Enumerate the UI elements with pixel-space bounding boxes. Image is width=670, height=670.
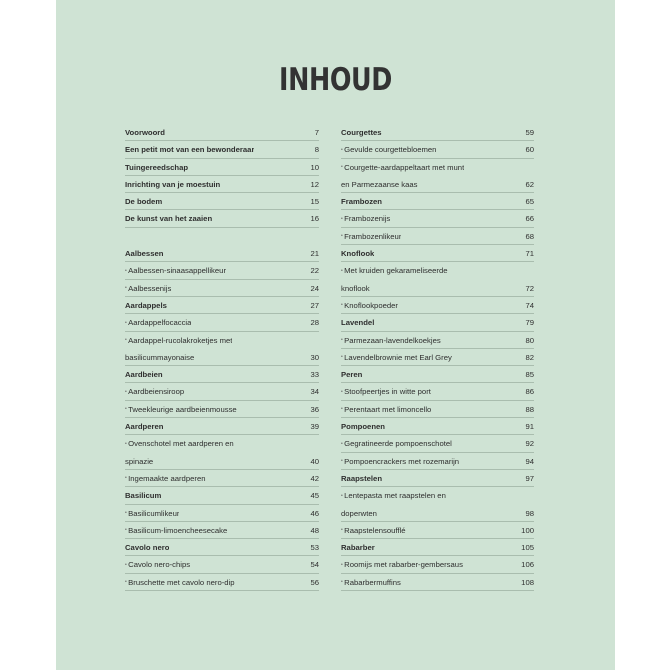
entry-title: • Gevulde courgettebloemen <box>341 141 436 159</box>
entry-title: • Roomijs met rabarber-gembersaus <box>341 556 463 574</box>
toc-chapter-row <box>125 176 319 193</box>
toc-chapter-row <box>125 159 319 176</box>
toc-entry-row <box>125 522 319 539</box>
toc-chapter-row <box>125 297 319 314</box>
toc-entry-row <box>341 176 534 193</box>
entry-title: • Raapstelensoufflé <box>341 522 406 540</box>
toc-entry-row <box>341 297 534 314</box>
page-number: 98 <box>525 508 534 518</box>
toc-entry-row <box>125 556 319 573</box>
chapter-title: Raapstelen <box>341 473 383 483</box>
page-number: 8 <box>314 145 319 155</box>
toc-entry-row <box>341 349 534 366</box>
page-number: 28 <box>310 318 319 328</box>
toc-entry-row <box>125 332 319 349</box>
page-number: 66 <box>525 214 534 224</box>
page-number: 80 <box>525 335 534 345</box>
chapter-title: De bodem <box>125 197 163 207</box>
chapter-title: Aardappels <box>125 300 167 310</box>
chapter-title: Cavolo nero <box>125 543 170 553</box>
toc-entry-row <box>341 401 534 418</box>
toc-entry-row <box>125 453 319 470</box>
toc-entry-row <box>341 453 534 470</box>
page-number: 54 <box>310 560 319 570</box>
toc-entry-row <box>125 262 319 279</box>
toc-entry-row <box>341 487 534 504</box>
toc-chapter-row <box>341 124 534 141</box>
entry-title: • Met kruiden gekarameliseerde <box>341 262 448 280</box>
toc-chapter-row <box>341 470 534 487</box>
page-number: 97 <box>525 473 534 483</box>
toc-entry-row <box>341 556 534 573</box>
chapter-title: Aardbeien <box>125 370 163 380</box>
page-number: 94 <box>525 456 534 466</box>
toc-entry-row <box>341 141 534 158</box>
entry-title: knoflook <box>341 283 370 293</box>
page-number: 105 <box>521 543 534 553</box>
entry-title: • Frambozenijs <box>341 210 390 228</box>
page-number: 34 <box>310 387 319 397</box>
toc-chapter-row <box>125 124 319 141</box>
chapter-title: De kunst van het zaaien <box>125 214 213 224</box>
page-number: 10 <box>310 162 319 172</box>
page-number: 88 <box>525 404 534 414</box>
toc-entry-row <box>125 401 319 418</box>
toc-entry-row <box>125 574 319 591</box>
page-number: 92 <box>525 439 534 449</box>
toc-chapter-row <box>125 366 319 383</box>
entry-title: • Parmezaan-lavendelkoekjes <box>341 332 441 350</box>
page-title: INHOUD <box>279 62 392 98</box>
entry-title: • Aalbessen-sinaasappellikeur <box>125 262 226 280</box>
toc-entry-row <box>341 228 534 245</box>
entry-title: • Perentaart met limoncello <box>341 401 431 419</box>
chapter-title: Knoflook <box>341 249 375 259</box>
chapter-title: Aardperen <box>125 422 164 432</box>
entry-title: • Aardappelfocaccia <box>125 314 191 332</box>
page-number: 30 <box>310 352 319 362</box>
entry-title: • Pompoencrackers met rozemarijn <box>341 453 459 471</box>
toc-chapter-row <box>125 539 319 556</box>
entry-title: • Knoflookpoeder <box>341 297 398 315</box>
toc-chapter-row <box>125 245 319 262</box>
toc-entry-row <box>341 262 534 279</box>
page-number: 42 <box>310 473 319 483</box>
page-number: 36 <box>310 404 319 414</box>
page-number: 40 <box>310 456 319 466</box>
toc-entry-row <box>125 280 319 297</box>
chapter-title: Peren <box>341 370 363 380</box>
toc-left-column <box>125 124 319 591</box>
page-number: 68 <box>525 231 534 241</box>
chapter-title: Rabarber <box>341 543 375 553</box>
entry-title: basilicummayonaise <box>125 352 195 362</box>
page-number: 100 <box>521 525 534 535</box>
page-number: 22 <box>310 266 319 276</box>
entry-title: • Aalbessenijs <box>125 280 171 298</box>
toc-right-column <box>341 124 534 591</box>
page-number: 12 <box>310 179 319 189</box>
page-number: 53 <box>310 543 319 553</box>
page-number: 59 <box>525 128 534 137</box>
entry-title: • Ovenschotel met aardperen en <box>125 435 234 453</box>
toc-chapter-row <box>125 141 319 158</box>
page-number: 106 <box>521 560 534 570</box>
entry-title: • Aardappel-rucolakroketjes met <box>125 332 232 350</box>
page-number: 16 <box>310 214 319 224</box>
entry-title: • Lavendelbrownie met Earl Grey <box>341 349 452 367</box>
page-number: 71 <box>525 249 534 259</box>
chapter-title: Lavendel <box>341 318 375 328</box>
chapter-title: Tuingereedschap <box>125 162 189 172</box>
toc-entry-row <box>341 435 534 452</box>
page-number: 48 <box>310 525 319 535</box>
entry-title: • Bruschette met cavolo nero-dip <box>125 574 235 592</box>
entry-title: • Lentepasta met raapstelen en <box>341 487 446 505</box>
page-number: 27 <box>310 300 319 310</box>
page-number: 74 <box>525 300 534 310</box>
entry-title: • Rabarbermuffins <box>341 574 401 592</box>
page-number: 86 <box>525 387 534 397</box>
toc-entry-row <box>341 159 534 176</box>
page-number: 24 <box>310 283 319 293</box>
toc-chapter-row <box>341 539 534 556</box>
toc-chapter-row <box>341 245 534 262</box>
page-number: 82 <box>525 352 534 362</box>
entry-title: • Aardbeiensiroop <box>125 383 184 401</box>
toc-entry-row <box>341 383 534 400</box>
entry-title: spinazie <box>125 456 154 466</box>
chapter-title: Aalbessen <box>125 249 164 259</box>
page-number: 108 <box>521 577 534 587</box>
toc-chapter-row <box>341 418 534 435</box>
toc-entry-row <box>125 470 319 487</box>
page-number: 91 <box>525 422 534 432</box>
toc-entry-row <box>341 210 534 227</box>
toc-chapter-row <box>125 487 319 504</box>
page-number: 60 <box>525 145 534 155</box>
chapter-title: Frambozen <box>341 197 383 207</box>
page-number: 85 <box>525 370 534 380</box>
page-number: 72 <box>525 283 534 293</box>
toc-entry-row <box>125 383 319 400</box>
toc-entry-row <box>125 505 319 522</box>
entry-title: • Tweekleurige aardbeienmousse <box>125 401 237 419</box>
toc-chapter-row <box>125 210 319 227</box>
toc-page <box>56 0 615 670</box>
chapter-title: Voorwoord <box>125 128 165 137</box>
toc-chapter-row <box>341 314 534 331</box>
page-number: 56 <box>310 577 319 587</box>
toc-chapter-row <box>341 193 534 210</box>
page-number: 65 <box>525 197 534 207</box>
toc-chapter-row <box>125 418 319 435</box>
toc-spacer <box>125 228 319 245</box>
toc-entry-row <box>341 332 534 349</box>
entry-title: • Basilicumlikeur <box>125 505 179 523</box>
page-number: 45 <box>310 491 319 501</box>
page-number: 46 <box>310 508 319 518</box>
entry-title: • Ingemaakte aardperen <box>125 470 206 488</box>
chapter-title: Een petit mot van een bewonderaar <box>125 145 255 155</box>
entry-title: • Stoofpeertjes in witte port <box>341 383 431 401</box>
page-number: 79 <box>525 318 534 328</box>
page-number: 39 <box>310 422 319 432</box>
chapter-title: Pompoenen <box>341 422 385 432</box>
chapter-title: Courgettes <box>341 128 382 137</box>
page-number: 15 <box>310 197 319 207</box>
page-number: 33 <box>310 370 319 380</box>
toc-entry-row <box>125 349 319 366</box>
page-number: 7 <box>314 128 319 137</box>
entry-title: doperwten <box>341 508 377 518</box>
chapter-title: Basilicum <box>125 491 162 501</box>
entry-title: • Courgette-aardappeltaart met munt <box>341 159 464 177</box>
toc-entry-row <box>341 280 534 297</box>
page-number: 62 <box>525 179 534 189</box>
page-number: 21 <box>310 249 319 259</box>
toc-entry-row <box>125 314 319 331</box>
toc-entry-row <box>125 435 319 452</box>
entry-title: • Gegratineerde pompoenschotel <box>341 435 452 453</box>
chapter-title: Inrichting van je moestuin <box>125 179 221 189</box>
toc-entry-row <box>341 505 534 522</box>
entry-title: • Cavolo nero-chips <box>125 556 190 574</box>
toc-entry-row <box>341 574 534 591</box>
entry-title: en Parmezaanse kaas <box>341 179 418 189</box>
toc-chapter-row <box>125 193 319 210</box>
toc-chapter-row <box>341 366 534 383</box>
entry-title: • Frambozenlikeur <box>341 228 401 246</box>
entry-title: • Basilicum-limoencheesecake <box>125 522 227 540</box>
toc-entry-row <box>341 522 534 539</box>
